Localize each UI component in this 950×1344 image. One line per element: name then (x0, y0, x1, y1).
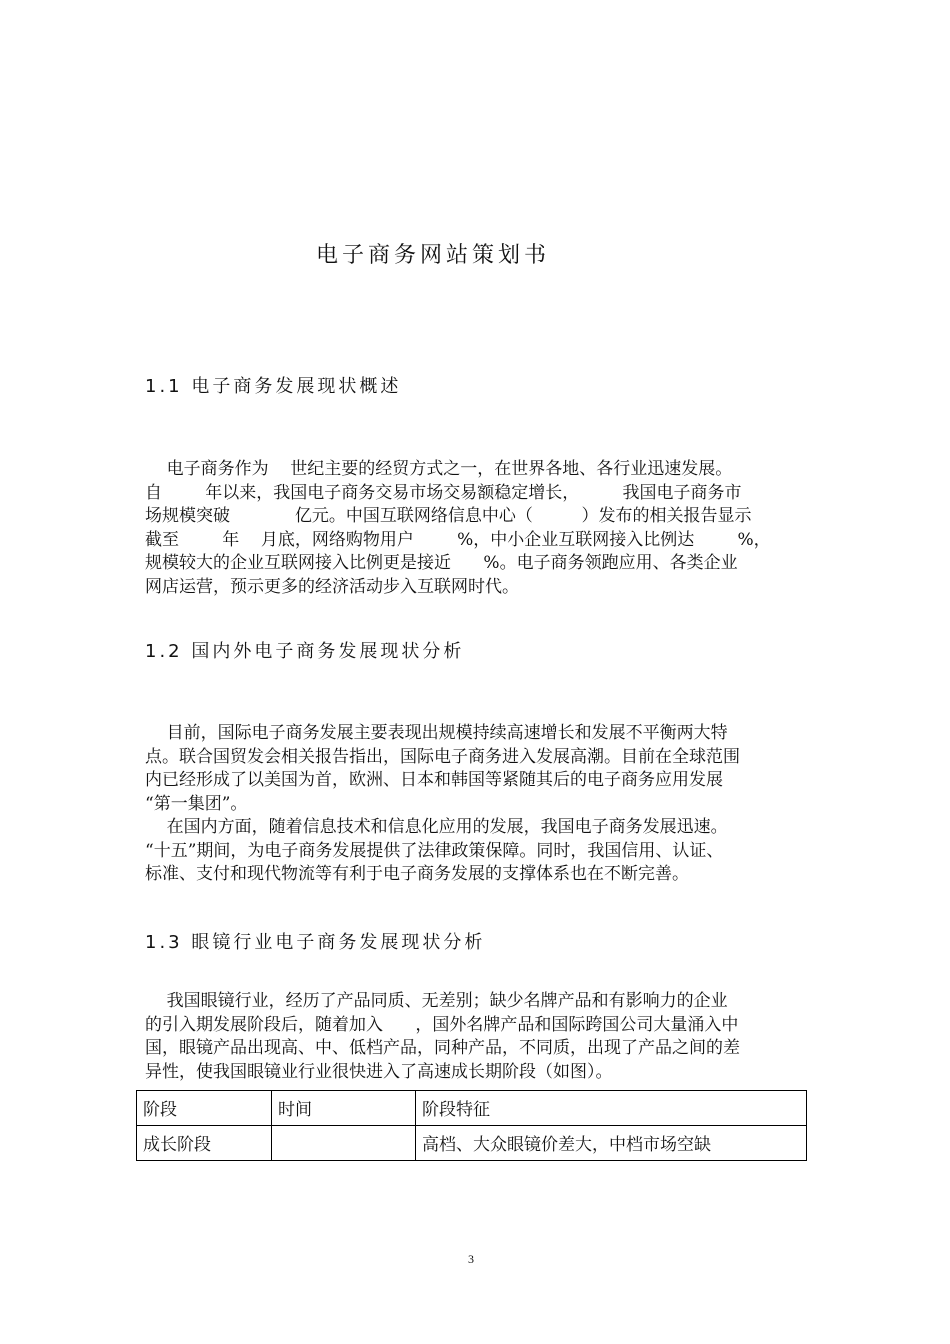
text-line: 规模较大的企业互联网接入比例更是接近 %。电子商务领跑应用、各类企业 (145, 553, 738, 573)
text-line: 在国内方面，随着信息技术和信息化应用的发展，我国电子商务发展迅速。 (145, 817, 728, 837)
table-cell: 成长阶段 (137, 1126, 272, 1161)
table-row (137, 1126, 807, 1161)
section-1-body (145, 458, 810, 599)
text-line: 场规模突破 亿元。中国互联网络信息中心（ ）发布的相关报告显示 (145, 506, 752, 526)
text-line: 的引入期发展阶段后，随着加入 ，国外名牌产品和国际跨国公司大量涌入中 (145, 1014, 739, 1035)
table-header-cell: 时间 (272, 1091, 416, 1126)
text-line: 电子商务作为 世纪主要的经贸方式之一，在世界各地、各行业迅速发展。 (145, 459, 733, 479)
table-cell (272, 1126, 416, 1161)
page-number: 3 (468, 1252, 474, 1266)
section-heading-3: 1.3 眼镜行业电子商务发展现状分析 (145, 932, 486, 953)
section-2-body (145, 722, 810, 887)
text-line: “第一集团”。 (145, 793, 248, 814)
text-line: 我国眼镜行业，经历了产品同质、无差别；缺少名牌产品和有影响力的企业 (145, 991, 728, 1011)
text-line: 国，眼镜产品出现高、中、低档产品，同种产品，不同质，出现了产品之间的差 (145, 1038, 740, 1058)
stage-table (136, 1090, 807, 1161)
text-line: 异性，使我国眼镜业行业很快进入了高速成长期阶段（如图）。 (145, 1061, 613, 1082)
table-header-row (137, 1091, 807, 1126)
text-line: 内已经形成了以美国为首，欧洲、日本和韩国等紧随其后的电子商务应用发展 (145, 770, 723, 790)
section-heading-1: 1.1 电子商务发展现状概述 (145, 376, 402, 397)
table-header-cell: 阶段 (137, 1091, 272, 1126)
text-line: 点。联合国贸发会相关报告指出，国际电子商务进入发展高潮。目前在全球范围 (145, 746, 740, 767)
text-line: 自 年以来，我国电子商务交易市场交易额稳定增长， 我国电子商务市 (145, 482, 742, 503)
table-cell: 高档、大众眼镜价差大，中档市场空缺 (416, 1126, 807, 1161)
section-3-body (145, 990, 810, 1084)
text-line: 网店运营，预示更多的经济活动步入互联网时代。 (145, 576, 519, 597)
table-header-cell: 阶段特征 (416, 1091, 807, 1126)
text-line: 标准、支付和现代物流等有利于电子商务发展的支撑体系也在不断完善。 (145, 864, 689, 884)
text-line: 目前，国际电子商务发展主要表现出规模持续高速增长和发展不平衡两大特 (145, 723, 728, 743)
section-heading-2: 1.2 国内外电子商务发展现状分析 (145, 641, 465, 662)
text-line: 截至 年 月底，网络购物用户 %，中小企业互联网接入比例达 %， (145, 529, 771, 550)
text-line: “十五”期间，为电子商务发展提供了法律政策保障。同时，我国信用、认证、 (145, 840, 724, 861)
page-title: 电子商务网站策划书 (316, 243, 551, 268)
